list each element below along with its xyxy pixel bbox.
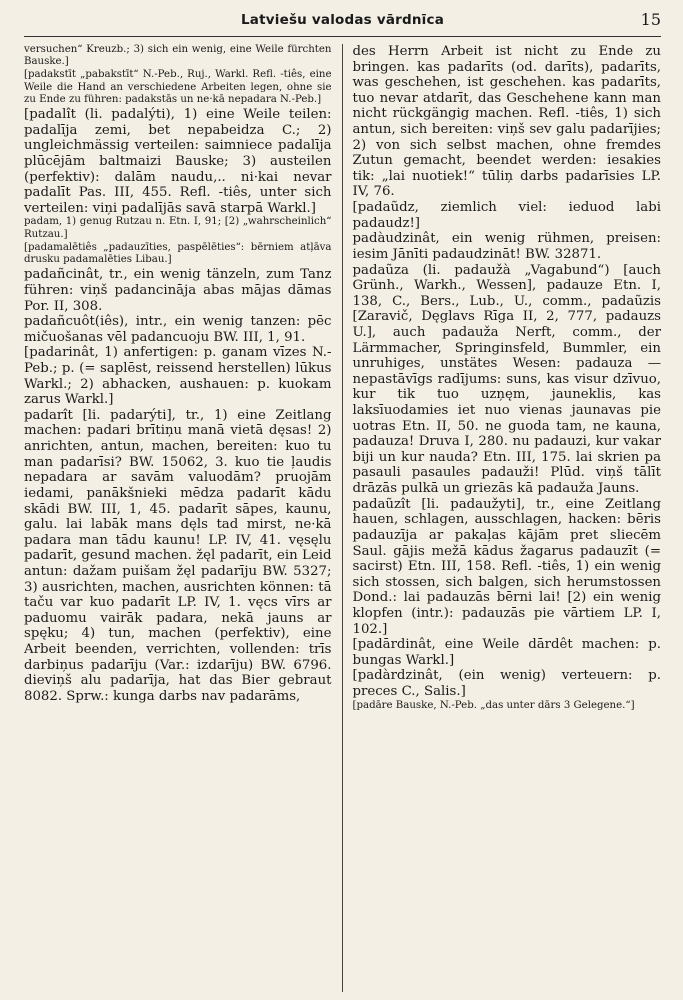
- dictionary-entry: des Herrn Arbeit ist nicht zu Ende zu bringen. kas padarīts (od. darīts), padarīts, was geschehen, ist geschehen. kas padarīts, tuo nevar atdarīt, das Geschehene kann man nicht rückgängig machen. Refl. -tiês, 1) sich antun, sich bereiten: viņš sev galu padarījies; 2) von sich selbst machen, ohne fremdes Zutun gemacht, beendet werden: iesakies tik: „lai nuotiek!“ tūliņ darbs padarīsies LP. IV, 76.: [352, 44, 661, 200]
- dictionary-entry: [padarinât, 1) anfertigen: p. ganam vīzes N.-Peb.; p. (= saplēst, reissend herstellen) lūkus Warkl.; 2) abhacken, aushauen: p. kuokam zarus Warkl.]: [24, 345, 332, 408]
- running-head: Latviešu valodas vārdnīca: [241, 12, 444, 28]
- two-column-body: [24, 44, 661, 992]
- dictionary-entry: versuchen“ Kreuzb.; 3) sich ein wenig, eine Weile fürchten Bauske.]: [24, 44, 332, 68]
- dictionary-entry: padañcinât, tr., ein wenig tänzeln, zum Tanz führen: viņš padancināja abas mājas dāmas Por. II, 308.: [24, 267, 332, 314]
- dictionary-entry: padam, 1) genug Rutzau n. Etn. I, 91; [2) „wahrscheinlich“ Rutzau.]: [24, 216, 332, 240]
- page-header: [24, 6, 661, 37]
- dictionary-entry: padaũzît [li. padaužyti], tr., eine Zeitlang hauen, schlagen, ausschlagen, hacken: bēris padauzīja ar pakaļas kājām pret sliecēm Saul. gājis mežā kādus žagarus padauzīt (= sacirst) Etn. III, 158. Refl. -tiês, 1) ein wenig sich stossen, sich balgen, sich herumstossen Dond.: lai padauzās bērni lai! [2) ein wenig klopfen (intr.): padauzās pie vārtiem LP. I, 102.]: [352, 496, 661, 637]
- dictionary-entry: padañcuôt(iês), intr., ein wenig tanzen: pēc mičuošanas vēl padancuoju BW. III, 1, 91.: [24, 314, 332, 345]
- dictionary-entry: [padārdinât, eine Weile dārdêt machen: p. bungas Warkl.]: [352, 637, 661, 668]
- page-number: 15: [640, 10, 661, 29]
- dictionary-entry: padàudzinât, ein wenig rühmen, preisen: iesim Jānīti padaudzināt! BW. 32871.: [352, 231, 661, 262]
- dictionary-entry: padarît [li. padarýti], tr., 1) eine Zeitlang machen: padari brītiņu manā vietā dęsas! 2) anrichten, antun, machen, bereiten: kuo tu man padarīsi? BW. 15062, 3. kuo tie ļaudis nepadara ar savām valuodām? pruojām iedami, panākšnieki mēdza padarīt kādu skādi BW. III, 1, 45. padarīt sāpes, kaunu, galu. lai labāk mans dęls tad mirst, ne·kā padara man tādu kaunu! LP. IV, 41. vęsęlu padarīt, gesund machen. žęl padarīt, ein Leid antun: dažam puišam žęl padarīju BW. 5327; 3) ausrichten, machen, ausrichten können: tā taču var kuo padarīt LP. IV, 1. vęcs vīrs ar paduomu vairāk padara, nekā jauns ar spęku; 4) tun, machen (perfektiv), eine Arbeit beenden, verrichten, vollenden: trīs darbiņus padarīju (Var.: izdarīju) BW. 6796. dieviņš alu padarīja, hat das Bier gebraut 8082. Sprw.: kunga darbs nav padarāms,: [24, 407, 332, 704]
- dictionary-entry: [padaũdz, ziemlich viel: ieduod labi padaudz!]: [352, 200, 661, 231]
- dictionary-entry: [padamalētiês „padauzīties, paspēlēties“: bērniem atļāva drusku padamalēties Libau.]: [24, 241, 332, 266]
- dictionary-entry: [padàrdzinât, (ein wenig) verteuern: p. preces C., Salis.]: [352, 668, 661, 699]
- left-column: [24, 44, 343, 992]
- dictionary-entry: [padāre Bauske, N.-Peb. „das unter dārs 3 Gelegene.“]: [352, 699, 635, 711]
- right-column: [343, 44, 662, 992]
- dictionary-entry: [padalît (li. padalýti), 1) eine Weile teilen: padalīja zemi, bet nepabeidza C.; 2) ungleichmässig verteilen: saimniece padalīja plūcējām baltmaizi Bauske; 3) austeilen (perfektiv): dalām naudu,.. ni·kai nevar padalīt Pas. III, 455. Refl. -tiês, unter sich verteilen: viņi padalījās savā starpā Warkl.]: [24, 107, 332, 216]
- dictionary-entry: [padakstīt „pabakstīt“ N.-Peb., Ruj., Warkl. Refl. -tiês, eine Weile die Hand an verschiedene Arbeiten legen, ohne sie zu Ende zu führen: padakstās un ne·kā nepadara N.-Peb.]: [24, 69, 332, 105]
- dictionary-entry: padaũza (li. padaužà „Vagabund“) [auch Grünh., Warkh., Wessen], padauze Etn. I, 138, C., Bers., Lub., U., comm., padaũzis [Zaravič, Dęglavs Rīga II, 2, 777, padauzs U.], auch padauža Nerft, comm., der Lärmmacher, Springinsfeld, Bummler, ein unruhiges, unstätes Wesen: padauza — nepastāvīgs radījums: suns, kas visur dzīvuo, kur tik tuo uzņęm, jauneklis, kas laksīuodamies iet nuo vienas jaunavas pie uotras Etn. II, 50. ne guoda tam, ne kauna, padauza! Druva I, 280. nu padauzi, kur vakar biji un kur nauda? Etn. III, 175. lai skrien pa pasauli pasaules padauži! Plūd. viņš tālīt drāzās pulkā un griezās kā padauža Jauns.: [352, 262, 661, 497]
